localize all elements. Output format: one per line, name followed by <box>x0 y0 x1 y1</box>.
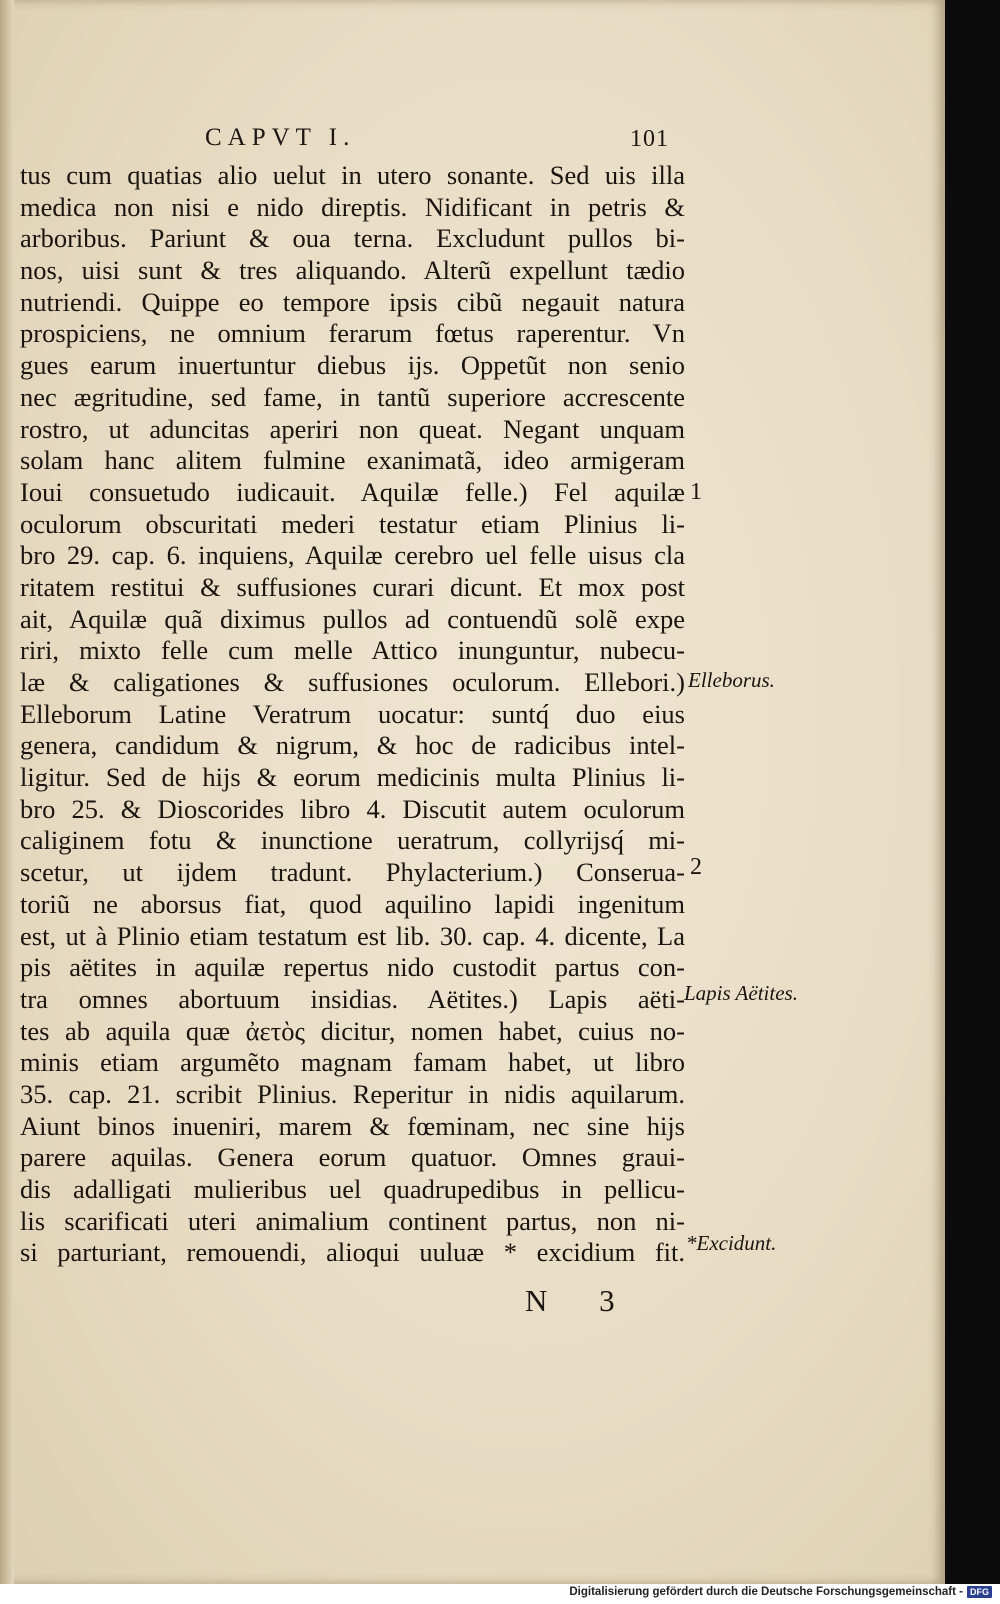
text-line: gues earum inuertuntur diebus ijs. Oppetũt non senio <box>20 350 685 381</box>
text-line: dis adalligati mulieribus uel quadrupedibus in pellicu- <box>20 1174 685 1204</box>
text-line: oculorum obscuritati mederi testatur etiam Plinius li- <box>20 508 685 539</box>
footer-text: Digitalisierung gefördert durch die Deutsche Forschungsgemeinschaft - <box>569 1586 963 1598</box>
text-line: genera, candidum & nigrum, & hoc de radicibus intel- <box>20 730 685 761</box>
text-line: riri, mixto felle cum melle Attico inunguntur, nubecu- <box>20 635 685 666</box>
text-line: minis etiam argumẽto magnam famam habet, ut libro <box>20 1047 685 1078</box>
text-line: lis scarificati uteri animalium continent partus, non ni- <box>20 1205 685 1236</box>
text-line: læ & caligationes & suffusiones oculorum. Ellebori.) <box>20 667 685 697</box>
body-text <box>20 160 685 1269</box>
text-line: arboribus. Pariunt & oua terna. Excludunt pullos bi- <box>20 223 685 254</box>
text-line: nec ægritudine, sed fame, in tantũ superiore accrescente <box>20 381 685 412</box>
text-line: Aiunt binos inueniri, marem & fœminam, nec sine hijs <box>20 1110 685 1141</box>
text-line: si parturiant, remouendi, alioqui uuluæ * excidium fit. <box>20 1237 685 1268</box>
text-line: nos, uisi sunt & tres aliquando. Alterũ expellunt tædio <box>20 255 685 286</box>
page-number: 101 <box>630 126 669 152</box>
dfg-logo: DFG <box>967 1586 992 1598</box>
margin-note-lapis-aetites: Lapis Aëtites. <box>684 981 798 1005</box>
text-line: tus cum quatias alio uelut in utero sonante. Sed uis illa <box>20 160 685 190</box>
text-line: pis aëtites in aquilæ repertus nido custodit partus con- <box>20 952 685 983</box>
text-line: bro 25. & Dioscorides libro 4. Discutit autem oculorum <box>20 793 685 824</box>
text-line: toriũ ne aborsus fiat, quod aquilino lapidi ingenitum <box>20 888 685 919</box>
digitization-footer <box>569 1586 992 1598</box>
margin-note-2: 2 <box>690 854 702 880</box>
text-line: tes ab aquila quæ ἀετὸς dicitur, nomen habet, cuius no- <box>20 1015 685 1046</box>
margin-note-1: 1 <box>690 479 702 505</box>
text-line: Elleborum Latine Veratrum uocatur: suntq́ duo eius <box>20 698 685 729</box>
text-line: 35. cap. 21. scribit Plinius. Reperitur in nidis aquilarum. <box>20 1078 685 1109</box>
text-line: prospiciens, ne omnium ferarum fœtus raperentur. Vn <box>20 318 685 349</box>
margin-note-elleborus: Elleborus. <box>688 668 775 692</box>
text-line: tra omnes abortuum insidias. Aëtites.) Lapis aëti- <box>20 983 685 1014</box>
text-line: scetur, ut ijdem tradunt. Phylacterium.) Conserua- <box>20 857 685 888</box>
text-line: solam hanc alitem fulmine exanimatã, ideo armigeram <box>20 445 685 476</box>
text-line: rostro, ut aduncitas aperiri non queat. Negant unquam <box>20 413 685 444</box>
page-gutter <box>0 0 14 1584</box>
text-line: Ioui consuetudo iudicauit. Aquilæ felle.) Fel aquilæ <box>20 476 685 507</box>
text-line: bro 29. cap. 6. inquiens, Aquilæ cerebro uel felle uisus cla <box>20 540 685 571</box>
text-line: ait, Aquilæ quã diximus pullos ad contuendũ solẽ expe <box>20 603 685 634</box>
running-head: CAPVT I. <box>205 124 356 151</box>
text-line: est, ut à Plinio etiam testatum est lib. 30. cap. 4. dicente, La <box>20 920 685 951</box>
text-line: ritatem restitui & suffusiones curari dicunt. Et mox post <box>20 571 685 602</box>
text-line: nutriendi. Quippe eo tempore ipsis cibũ negauit natura <box>20 286 685 317</box>
text-line: caliginem fotu & inunctione ueratrum, collyrijsq́ mi- <box>20 825 685 856</box>
text-line: parere aquilas. Genera eorum quatuor. Omnes graui- <box>20 1142 685 1173</box>
signature-mark: N 3 <box>525 1283 637 1318</box>
margin-note-excidunt: *Excidunt. <box>686 1231 777 1255</box>
text-line: ligitur. Sed de hijs & eorum medicinis multa Plinius li- <box>20 762 685 793</box>
text-line: medica non nisi e nido direptis. Nidificant in petris & <box>20 191 685 222</box>
